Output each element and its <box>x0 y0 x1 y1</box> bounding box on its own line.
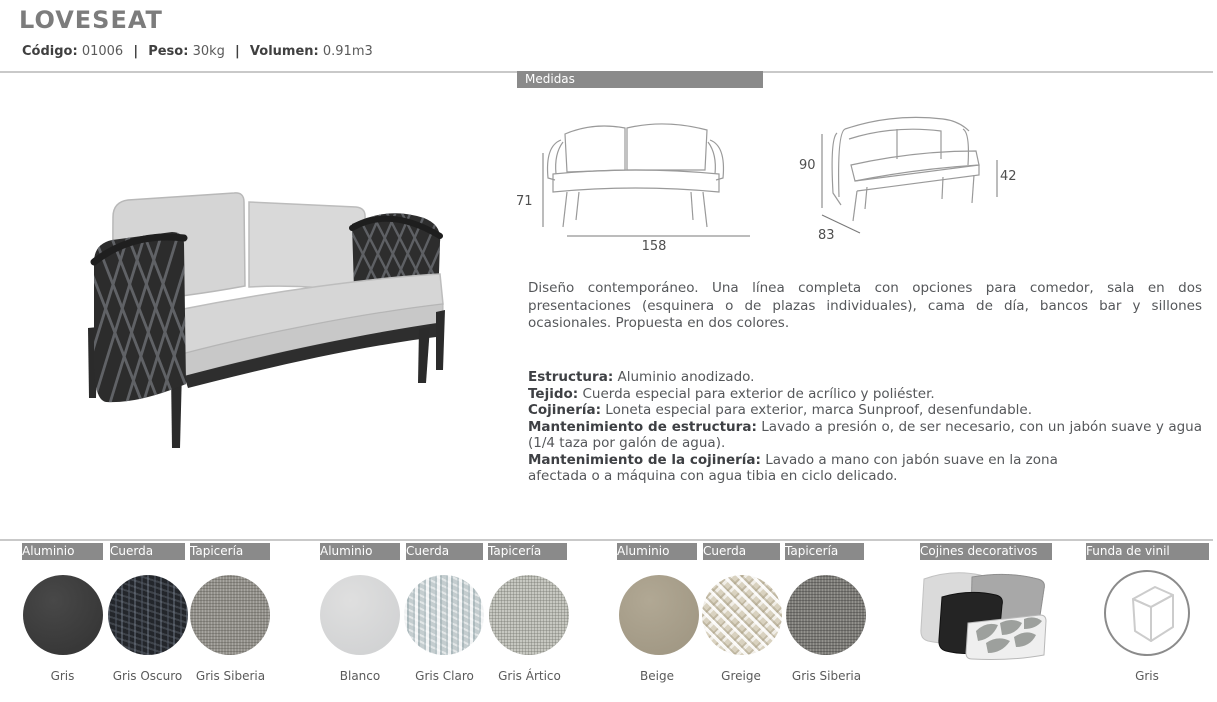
swatch-label-beige: Beige <box>640 669 674 683</box>
swatch-label-gris-siberia-2: Gris Siberia <box>791 669 862 683</box>
swatch-label-funda-gris: Gris <box>1135 669 1159 683</box>
spec-value: Lavado a presión o, de ser necesario, con un jabón suave y agua (1/4 taza por galón de agua). <box>528 418 1202 451</box>
codigo-label: Código: <box>22 44 78 59</box>
swatch-circle-blanco <box>320 575 400 655</box>
product-photo-loveseat <box>68 182 480 466</box>
page-title: LOVESEAT <box>19 6 163 34</box>
swatch-label-gris-claro: Gris Claro <box>415 669 474 683</box>
swatch-circle-gris-siberia-1 <box>190 575 270 655</box>
swatch-label-gris-artico: Gris Ártico <box>498 669 561 683</box>
dim-front-height: 71 <box>516 194 533 209</box>
product-specs <box>528 369 1202 485</box>
spec-value: Aluminio anodizado. <box>617 369 755 385</box>
spec-mantenimiento-estructura <box>528 419 1202 452</box>
codigo-value: 01006 <box>81 44 124 59</box>
spec-value: Cuerda especial para exterior de acrílico y poliéster. <box>582 385 935 402</box>
swatch-label-gris: Gris <box>50 669 75 683</box>
meta-separator: | <box>235 44 240 59</box>
bottom-divider <box>0 539 1213 541</box>
swatch-header-cojines: Cojines decorativos <box>920 543 1052 560</box>
spec-estructura <box>528 369 1202 386</box>
swatch-label-greige: Greige <box>721 669 761 683</box>
spec-value: Loneta especial para exterior, marca Sunproof, desenfundable. <box>605 402 1032 418</box>
swatch-circle-greige <box>702 575 782 655</box>
spec-tejido <box>528 386 1202 403</box>
product-meta <box>22 44 373 59</box>
spec-label: Cojinería: <box>528 402 601 418</box>
decorative-pillows-image <box>916 567 1052 661</box>
swatch-header-cuerda-3: Cuerda <box>703 543 780 560</box>
swatch-header-tapiceria-1: Tapicería <box>190 543 270 560</box>
swatch-circle-gris <box>23 575 103 655</box>
medidas-section-header: Medidas <box>517 71 763 88</box>
spec-label: Mantenimiento de la cojinería: <box>528 451 761 468</box>
dim-perspective-arm-height: 42 <box>1000 169 1017 184</box>
dim-front-width: 158 <box>641 239 667 254</box>
volumen-value: 0.91m3 <box>322 44 373 59</box>
swatch-label-gris-oscuro: Gris Oscuro <box>112 669 183 683</box>
volumen-label: Volumen: <box>249 44 319 59</box>
swatch-circle-gris-siberia-2 <box>786 575 866 655</box>
spec-label: Estructura: <box>528 369 614 385</box>
vinyl-cover-icon <box>1103 569 1191 657</box>
spec-label: Tejido: <box>528 385 579 402</box>
meta-separator: | <box>133 44 139 59</box>
swatch-circle-gris-oscuro <box>108 575 188 655</box>
swatch-label-gris-siberia-1: Gris Siberia <box>195 669 266 683</box>
dim-perspective-height: 90 <box>799 158 816 173</box>
swatch-circle-gris-artico <box>489 575 569 655</box>
swatch-header-cuerda-2: Cuerda <box>406 543 483 560</box>
spec-cojineria <box>528 402 1202 419</box>
swatch-header-tapiceria-3: Tapicería <box>785 543 864 560</box>
swatch-circle-gris-claro <box>404 575 484 655</box>
spec-value: Lavado a mano con jabón suave en la zona <box>765 451 1058 468</box>
spec-label: Mantenimiento de estructura: <box>528 418 757 435</box>
swatch-circle-beige <box>619 575 699 655</box>
swatch-label-blanco: Blanco <box>339 669 381 683</box>
product-description: Diseño contemporáneo. Una línea completa con opciones para comedor, sala en dos presentaciones (esquinera o de plazas individuales), cama de día, bancos bar y sillones ocasionales. Propuesta en dos colores. <box>528 280 1202 331</box>
swatch-header-funda: Funda de vinil <box>1086 543 1209 560</box>
swatch-header-cuerda-1: Cuerda <box>110 543 185 560</box>
swatch-header-aluminio-1: Aluminio <box>22 543 103 560</box>
swatch-header-aluminio-3: Aluminio <box>617 543 697 560</box>
peso-value: 30kg <box>192 44 225 59</box>
swatch-header-tapiceria-2: Tapicería <box>488 543 567 560</box>
dimension-drawing-perspective <box>793 103 1023 248</box>
peso-label: Peso: <box>148 44 189 59</box>
dim-perspective-depth: 83 <box>818 228 835 243</box>
dimension-drawing-front <box>513 108 763 258</box>
spec-mantenimiento-cojineria <box>528 452 1202 485</box>
spec-value-line2: afectada o a máquina con agua tibia en ciclo delicado. <box>528 468 898 484</box>
swatch-header-aluminio-2: Aluminio <box>320 543 400 560</box>
